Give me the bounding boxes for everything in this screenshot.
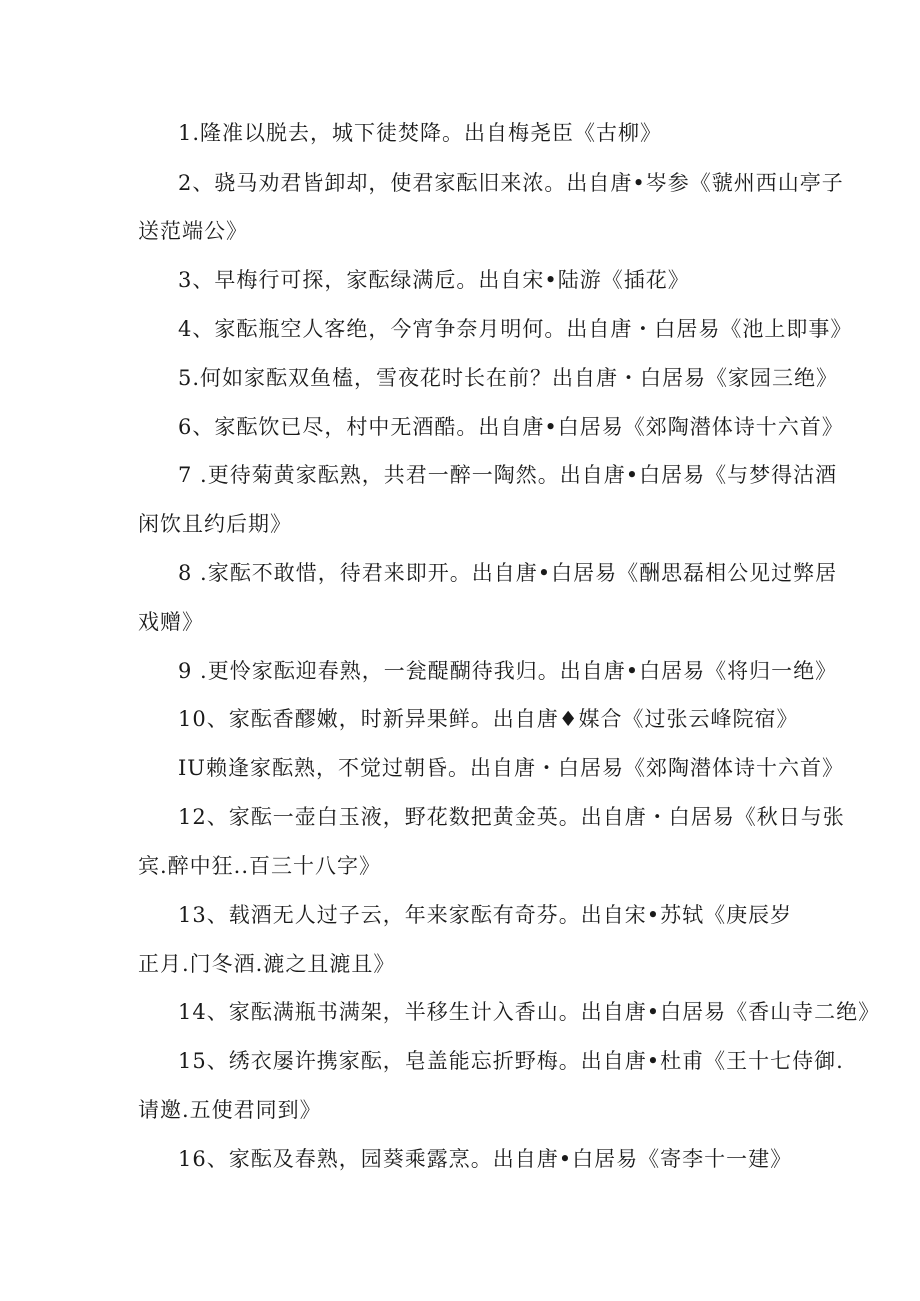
poem-line-1: 1.隆准以脱去，城下徒焚降。出自梅尧臣《古柳》 — [178, 121, 663, 145]
poem-line-12-continued: 宾.醉中狂..百三十八字》 — [138, 854, 382, 878]
poem-line-4: 4、家酝瓶空人客绝，今宵争奈月明何。出自唐・白居易《池上即事》 — [178, 317, 853, 341]
poem-line-12: 12、家酝一壶白玉液，野花数把黄金英。出自唐・白居易《秋日与张 — [178, 805, 845, 829]
poem-line-11: IU赖逢家酝熟，不觉过朝昏。出自唐・白居易《郊陶潜体诗十六首》 — [178, 756, 844, 780]
poem-line-8: 8 .家酝不敢惜，待君来即开。出自唐•白居易《酬思磊相公见过弊居 — [178, 561, 838, 585]
poem-line-7: 7 .更待菊黄家酝熟，共君一醉一陶然。出自唐•白居易《与梦得沽酒 — [178, 463, 838, 487]
poem-line-8-continued: 戏赠》 — [138, 610, 204, 634]
poem-line-16: 16、家酝及春熟，园葵乘露烹。出自唐•白居易《寄李十一建》 — [178, 1147, 793, 1171]
poem-line-14: 14、家酝满瓶书满架，半移生计入香山。出自唐•白居易《香山寺二绝》 — [178, 1000, 881, 1024]
poem-line-10: 10、家酝香醪嫩，时新异果鲜。出自唐♦媒合《过张云峰院宿》 — [178, 707, 799, 731]
poem-line-15: 15、绣衣屡许携家酝，皂盖能忘折野梅。出自唐•杜甫《王十七侍御. — [178, 1049, 844, 1073]
poem-line-13-continued: 正月.门冬酒.漉之且漉且》 — [138, 952, 396, 976]
poem-line-6: 6、家酝饮已尽，村中无酒酷。出自唐•白居易《郊陶潜体诗十六首》 — [178, 415, 844, 439]
poem-line-7-continued: 闲饮且约后期》 — [138, 512, 292, 536]
poem-line-2-continued: 送范端公》 — [138, 219, 248, 243]
poem-line-3: 3、早梅行可探，家酝绿满卮。出自宋•陆游《插花》 — [178, 268, 690, 292]
poem-line-15-continued: 请邀.五使君同到》 — [138, 1098, 322, 1122]
poem-line-2: 2、骁马劝君皆卸却，使君家酝旧来浓。出自唐•岑参《虢州西山亭子 — [178, 171, 844, 195]
poem-line-5: 5.何如家酝双鱼榼，雪夜花时长在前？出自唐・白居易《家园三绝》 — [178, 366, 839, 390]
poem-line-13: 13、载酒无人过子云，年来家酝有奇芬。出自宋•苏轼《庚辰岁 — [178, 903, 793, 927]
poem-line-9: 9 .更怜家酝迎春熟，一瓮醍醐待我归。出自唐•白居易《将归一绝》 — [178, 659, 838, 683]
